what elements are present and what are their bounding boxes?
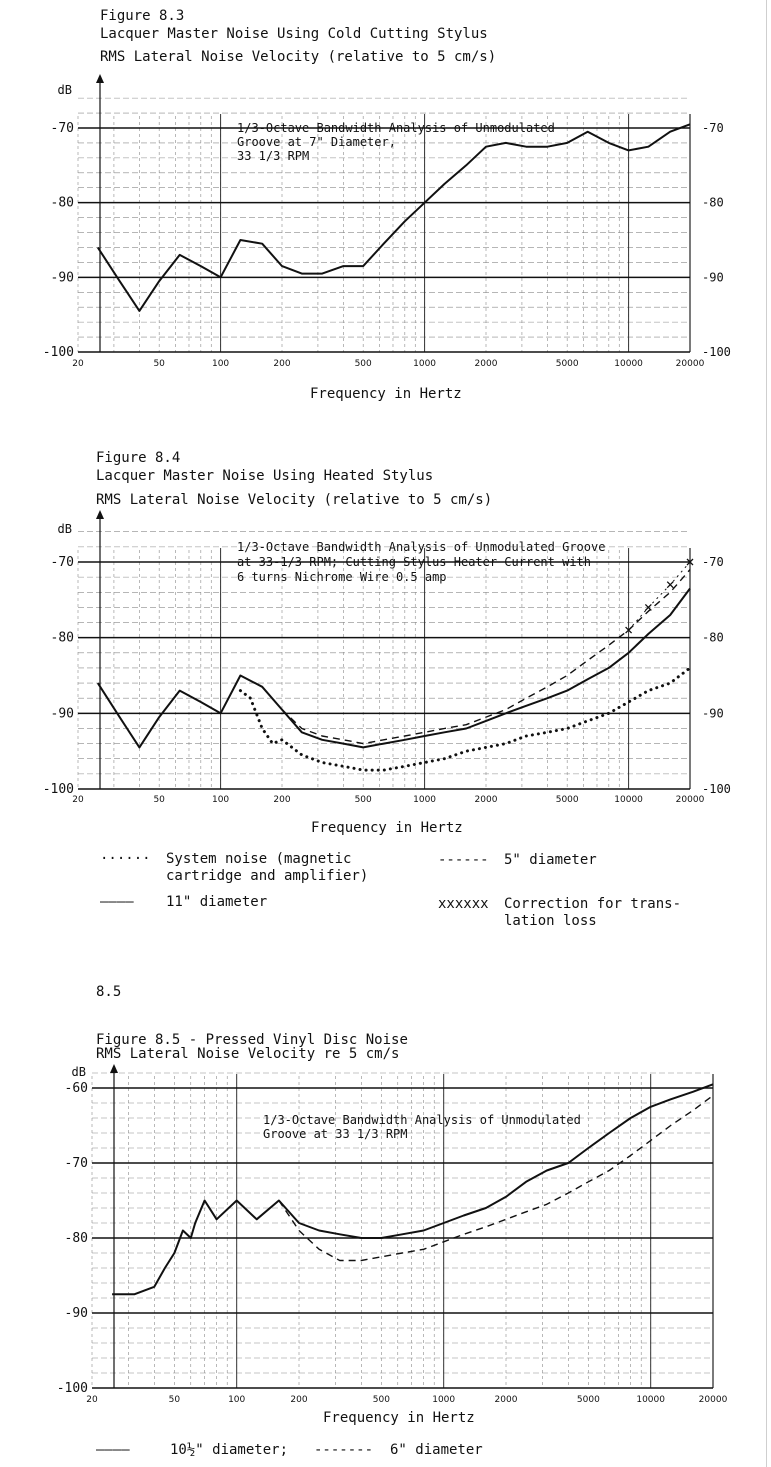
data-point — [424, 735, 425, 736]
data-point — [443, 1241, 444, 1242]
figure-title: Lacquer Master Noise Using Cold Cutting Stylus — [100, 26, 488, 42]
data-point — [485, 1226, 486, 1227]
x-tick-label: 1000 — [432, 1395, 456, 1405]
annotation-line: 6 turns Nichrome Wire 0.5 amp — [237, 570, 447, 584]
x-tick-label: 200 — [290, 1395, 308, 1405]
data-point — [343, 266, 344, 267]
data-point — [712, 1095, 713, 1096]
data-point — [628, 701, 629, 702]
x-tick-label: 10000 — [636, 1395, 666, 1405]
data-point — [689, 124, 690, 125]
data-point — [119, 717, 120, 718]
y-axis-unit: dB — [71, 1065, 86, 1079]
legend-label: 11" diameter — [166, 894, 268, 910]
figure-number: Figure 8.5 — [96, 1032, 181, 1048]
data-point — [318, 1230, 319, 1231]
data-point — [363, 769, 364, 770]
data-point — [547, 698, 548, 699]
data-point — [485, 720, 486, 721]
data-point — [322, 735, 323, 736]
data-point — [182, 1230, 183, 1231]
x-tick-label: 5000 — [555, 795, 579, 805]
data-point — [174, 1252, 175, 1253]
data-point — [648, 611, 649, 612]
data-point — [485, 717, 486, 718]
x-tick-label: 5000 — [576, 1395, 600, 1405]
data-point — [423, 1249, 424, 1250]
legend-marker-dotted: ······ — [100, 851, 151, 867]
data-point — [262, 728, 263, 729]
data-point — [608, 667, 609, 668]
x-tick-label: 200 — [273, 359, 291, 369]
data-point — [179, 690, 180, 691]
data-point — [547, 686, 548, 687]
y-axis-arrow — [96, 510, 104, 519]
data-point — [485, 146, 486, 147]
figure-subtitle: RMS Lateral Noise Velocity re 5 cm/s — [96, 1046, 400, 1062]
data-point — [119, 280, 120, 281]
data-point — [220, 713, 221, 714]
data-point — [443, 1222, 444, 1223]
data-point — [139, 310, 140, 311]
data-point — [526, 705, 527, 706]
data-point — [485, 747, 486, 748]
data-point — [179, 254, 180, 255]
legend-label: Correction for trans- — [504, 896, 682, 912]
legend-marker-cross: xxxxxx — [438, 896, 489, 912]
data-point — [343, 766, 344, 767]
legend-label: 6" diameter — [390, 1442, 483, 1458]
data-point — [236, 1200, 237, 1201]
y-axis-unit: dB — [57, 83, 72, 97]
data-point — [216, 1219, 217, 1220]
y-tick-label: -70 — [50, 121, 74, 136]
data-point — [568, 1162, 569, 1163]
y-axis-arrow — [96, 74, 104, 83]
data-point — [363, 266, 364, 267]
data-point — [383, 739, 384, 740]
y-tick-label-right: -70 — [702, 121, 724, 135]
data-point — [609, 1132, 610, 1133]
data-point — [404, 766, 405, 767]
data-point — [159, 280, 160, 281]
y-tick-label: -90 — [64, 1306, 88, 1321]
data-point — [301, 728, 302, 729]
x-axis-title: Frequency in Hertz — [323, 1410, 475, 1426]
section-label: 8.5 — [96, 984, 122, 1000]
y-tick-label: -100 — [56, 1381, 88, 1396]
data-point — [343, 743, 344, 744]
data-point — [262, 243, 263, 244]
data-point — [444, 758, 445, 759]
data-point — [301, 754, 302, 755]
x-tick-label: 500 — [372, 1395, 390, 1405]
data-point — [567, 675, 568, 676]
data-point — [250, 698, 251, 699]
data-point — [466, 165, 467, 166]
data-point — [505, 709, 506, 710]
x-tick-label: 500 — [354, 359, 372, 369]
data-point — [505, 743, 506, 744]
data-point — [670, 682, 671, 683]
data-point — [281, 739, 282, 740]
data-point — [154, 1286, 155, 1287]
data-point — [650, 1106, 651, 1107]
data-point — [281, 709, 282, 710]
data-point — [547, 732, 548, 733]
data-point — [587, 660, 588, 661]
data-point — [322, 762, 323, 763]
data-point — [402, 1234, 403, 1235]
data-point — [505, 142, 506, 143]
y-axis-arrow — [110, 1064, 118, 1073]
data-point — [689, 569, 690, 570]
annotation-line: Groove at 7" Diameter, — [237, 135, 396, 149]
y-tick-label-right: -70 — [702, 555, 724, 569]
data-point — [568, 1192, 569, 1193]
data-point — [712, 1084, 713, 1085]
data-point — [200, 701, 201, 702]
data-point — [670, 614, 671, 615]
series-line-cross — [629, 562, 690, 630]
data-point — [240, 675, 241, 676]
data-point — [339, 1234, 340, 1235]
data-point — [692, 1091, 693, 1092]
data-point — [363, 747, 364, 748]
y-tick-label-right: -80 — [702, 630, 724, 645]
data-point — [220, 277, 221, 278]
y-tick-label: -90 — [50, 270, 74, 286]
y-tick-label-right: -80 — [702, 195, 724, 210]
data-point — [200, 266, 201, 267]
data-point — [587, 720, 588, 721]
data-point — [281, 266, 282, 267]
data-point — [525, 1211, 526, 1212]
figure-title-text: Pressed Vinyl Disc Noise — [205, 1032, 408, 1048]
y-axis-unit: dB — [57, 522, 72, 536]
chart-figure-8-3 — [0, 70, 771, 370]
data-point — [339, 1260, 340, 1261]
x-tick-label: 50 — [153, 359, 165, 369]
data-point — [648, 690, 649, 691]
x-tick-label: 2000 — [474, 359, 498, 369]
data-point — [298, 1230, 299, 1231]
data-point — [608, 645, 609, 646]
data-point — [630, 1155, 631, 1156]
data-point — [588, 1181, 589, 1182]
x-tick-label: 100 — [211, 359, 230, 369]
figure-subtitle: RMS Lateral Noise Velocity (relative to 5 cm/s) — [96, 492, 493, 508]
y-tick-label: -80 — [50, 630, 74, 646]
data-point — [630, 1117, 631, 1118]
data-point — [262, 686, 263, 687]
data-point — [298, 1222, 299, 1223]
data-point — [322, 739, 323, 740]
data-point — [525, 1181, 526, 1182]
figure-number: Figure 8.3 — [100, 8, 185, 24]
data-point — [526, 146, 527, 147]
data-point — [546, 1170, 547, 1171]
data-point — [444, 728, 445, 729]
data-point — [463, 1215, 464, 1216]
y-tick-label-right: -100 — [702, 345, 731, 359]
data-point — [240, 690, 241, 691]
data-point — [628, 150, 629, 151]
x-tick-label: 50 — [168, 1395, 181, 1405]
annotation-line: 1/3-Octave Bandwidth Analysis of Unmodulated Groove — [237, 540, 606, 554]
data-point — [587, 679, 588, 680]
data-point — [608, 142, 609, 143]
y-tick-label: -60 — [64, 1081, 88, 1096]
data-point — [272, 743, 273, 744]
data-point — [363, 743, 364, 744]
data-point — [318, 1249, 319, 1250]
data-point — [423, 1230, 424, 1231]
data-point — [650, 1140, 651, 1141]
data-point — [670, 1125, 671, 1126]
data-point — [587, 131, 588, 132]
legend-label: 10½" diameter; — [170, 1442, 289, 1458]
annotation-line: 1/3-Octave Bandwidth Analysis of Unmodulated — [237, 121, 555, 135]
x-tick-label: 20 — [72, 359, 84, 369]
data-point — [383, 243, 384, 244]
x-tick-label: 2000 — [474, 795, 498, 805]
data-point — [159, 717, 160, 718]
legend-label: lation loss — [504, 913, 597, 929]
data-point — [567, 728, 568, 729]
x-tick-label: 20000 — [675, 359, 705, 369]
data-point — [609, 1170, 610, 1171]
data-point — [505, 1219, 506, 1220]
data-point — [526, 698, 527, 699]
annotation-line: Groove at 33 1/3 RPM — [263, 1127, 408, 1141]
data-point — [546, 1204, 547, 1205]
x-tick-label: 5000 — [555, 359, 579, 369]
chart-figure-8-4 — [0, 506, 771, 806]
figure-number: Figure 8.4 — [96, 450, 181, 466]
data-point — [424, 762, 425, 763]
data-point — [692, 1110, 693, 1111]
x-tick-label: 200 — [273, 795, 291, 805]
y-tick-label: -70 — [50, 555, 74, 570]
legend-marker-solid: ———— — [96, 1442, 130, 1458]
legend-label: System noise (magnetic — [166, 851, 352, 867]
legend-marker-dashed: ------ — [438, 852, 489, 868]
legend-marker-dashed: ------- — [314, 1442, 374, 1458]
data-point — [322, 273, 323, 274]
x-tick-label: 500 — [354, 795, 372, 805]
y-tick-label: -80 — [50, 195, 74, 211]
data-point — [383, 743, 384, 744]
data-point — [383, 769, 384, 770]
title-separator: - — [180, 1032, 206, 1048]
data-point — [343, 739, 344, 740]
data-point — [628, 652, 629, 653]
data-point — [648, 146, 649, 147]
x-tick-label: 20 — [72, 795, 84, 805]
data-point — [466, 751, 467, 752]
data-point — [424, 202, 425, 203]
data-point — [670, 1099, 671, 1100]
data-point — [301, 273, 302, 274]
figure-subtitle: RMS Lateral Noise Velocity (relative to 5 cm/s) — [100, 49, 497, 65]
x-tick-label: 100 — [211, 795, 230, 805]
y-tick-label: -80 — [64, 1231, 88, 1246]
data-point — [404, 221, 405, 222]
data-point — [97, 247, 98, 248]
annotation-line: at 33-1/3 RPM; Cutting Stylus Heater Current with — [237, 555, 592, 569]
data-point — [256, 1219, 257, 1220]
legend-marker-solid: ———— — [100, 894, 134, 910]
data-point — [402, 1252, 403, 1253]
data-point — [195, 1222, 196, 1223]
data-point — [567, 142, 568, 143]
data-point — [361, 1260, 362, 1261]
y-tick-label-right: -100 — [702, 782, 731, 796]
x-tick-label: 50 — [153, 795, 165, 805]
x-axis-title: Frequency in Hertz — [311, 820, 463, 836]
x-tick-label: 100 — [228, 1395, 246, 1405]
data-point — [361, 1237, 362, 1238]
data-point — [381, 1237, 382, 1238]
x-tick-label: 1000 — [413, 359, 437, 369]
data-point — [404, 735, 405, 736]
y-tick-label-right: -90 — [702, 270, 724, 285]
data-point — [134, 1294, 135, 1295]
data-point — [139, 747, 140, 748]
data-point — [381, 1256, 382, 1257]
data-point — [404, 739, 405, 740]
chart-figure-8-5 — [0, 1062, 771, 1407]
data-point — [190, 1237, 191, 1238]
data-point — [111, 1294, 112, 1295]
x-tick-label: 10000 — [614, 359, 643, 369]
data-point — [97, 682, 98, 683]
data-point — [466, 724, 467, 725]
data-point — [608, 713, 609, 714]
data-point — [567, 690, 568, 691]
y-tick-label: -90 — [50, 706, 74, 722]
data-point — [505, 1196, 506, 1197]
x-axis-title: Frequency in Hertz — [310, 386, 462, 402]
data-point — [424, 732, 425, 733]
x-tick-label: 10000 — [614, 795, 643, 805]
data-point — [463, 1234, 464, 1235]
x-tick-label: 20000 — [698, 1395, 728, 1405]
x-tick-label: 20 — [86, 1395, 98, 1405]
data-point — [588, 1147, 589, 1148]
data-point — [444, 732, 445, 733]
data-point — [526, 735, 527, 736]
legend-label: cartridge and amplifier) — [166, 868, 369, 884]
y-tick-label: -100 — [42, 345, 74, 360]
data-point — [670, 592, 671, 593]
data-point — [278, 1200, 279, 1201]
x-tick-label: 1000 — [413, 795, 437, 805]
y-tick-label: -70 — [64, 1156, 88, 1171]
data-point — [240, 239, 241, 240]
data-point — [485, 1207, 486, 1208]
data-point — [689, 667, 690, 668]
data-point — [466, 728, 467, 729]
data-point — [505, 713, 506, 714]
data-point — [164, 1267, 165, 1268]
annotation-line: 1/3-Octave Bandwidth Analysis of Unmodulated — [263, 1113, 581, 1127]
legend-label: 5" diameter — [504, 852, 597, 868]
y-tick-label-right: -90 — [702, 706, 724, 721]
data-point — [547, 146, 548, 147]
data-point — [689, 588, 690, 589]
x-tick-label: 20000 — [675, 795, 705, 805]
figure-title: Lacquer Master Noise Using Heated Stylus — [96, 468, 434, 484]
data-point — [204, 1200, 205, 1201]
data-point — [670, 131, 671, 132]
x-tick-label: 2000 — [494, 1395, 518, 1405]
data-point — [301, 732, 302, 733]
annotation-line: 33 1/3 RPM — [237, 149, 310, 163]
data-point — [444, 183, 445, 184]
data-point — [648, 633, 649, 634]
y-tick-label: -100 — [42, 782, 74, 797]
